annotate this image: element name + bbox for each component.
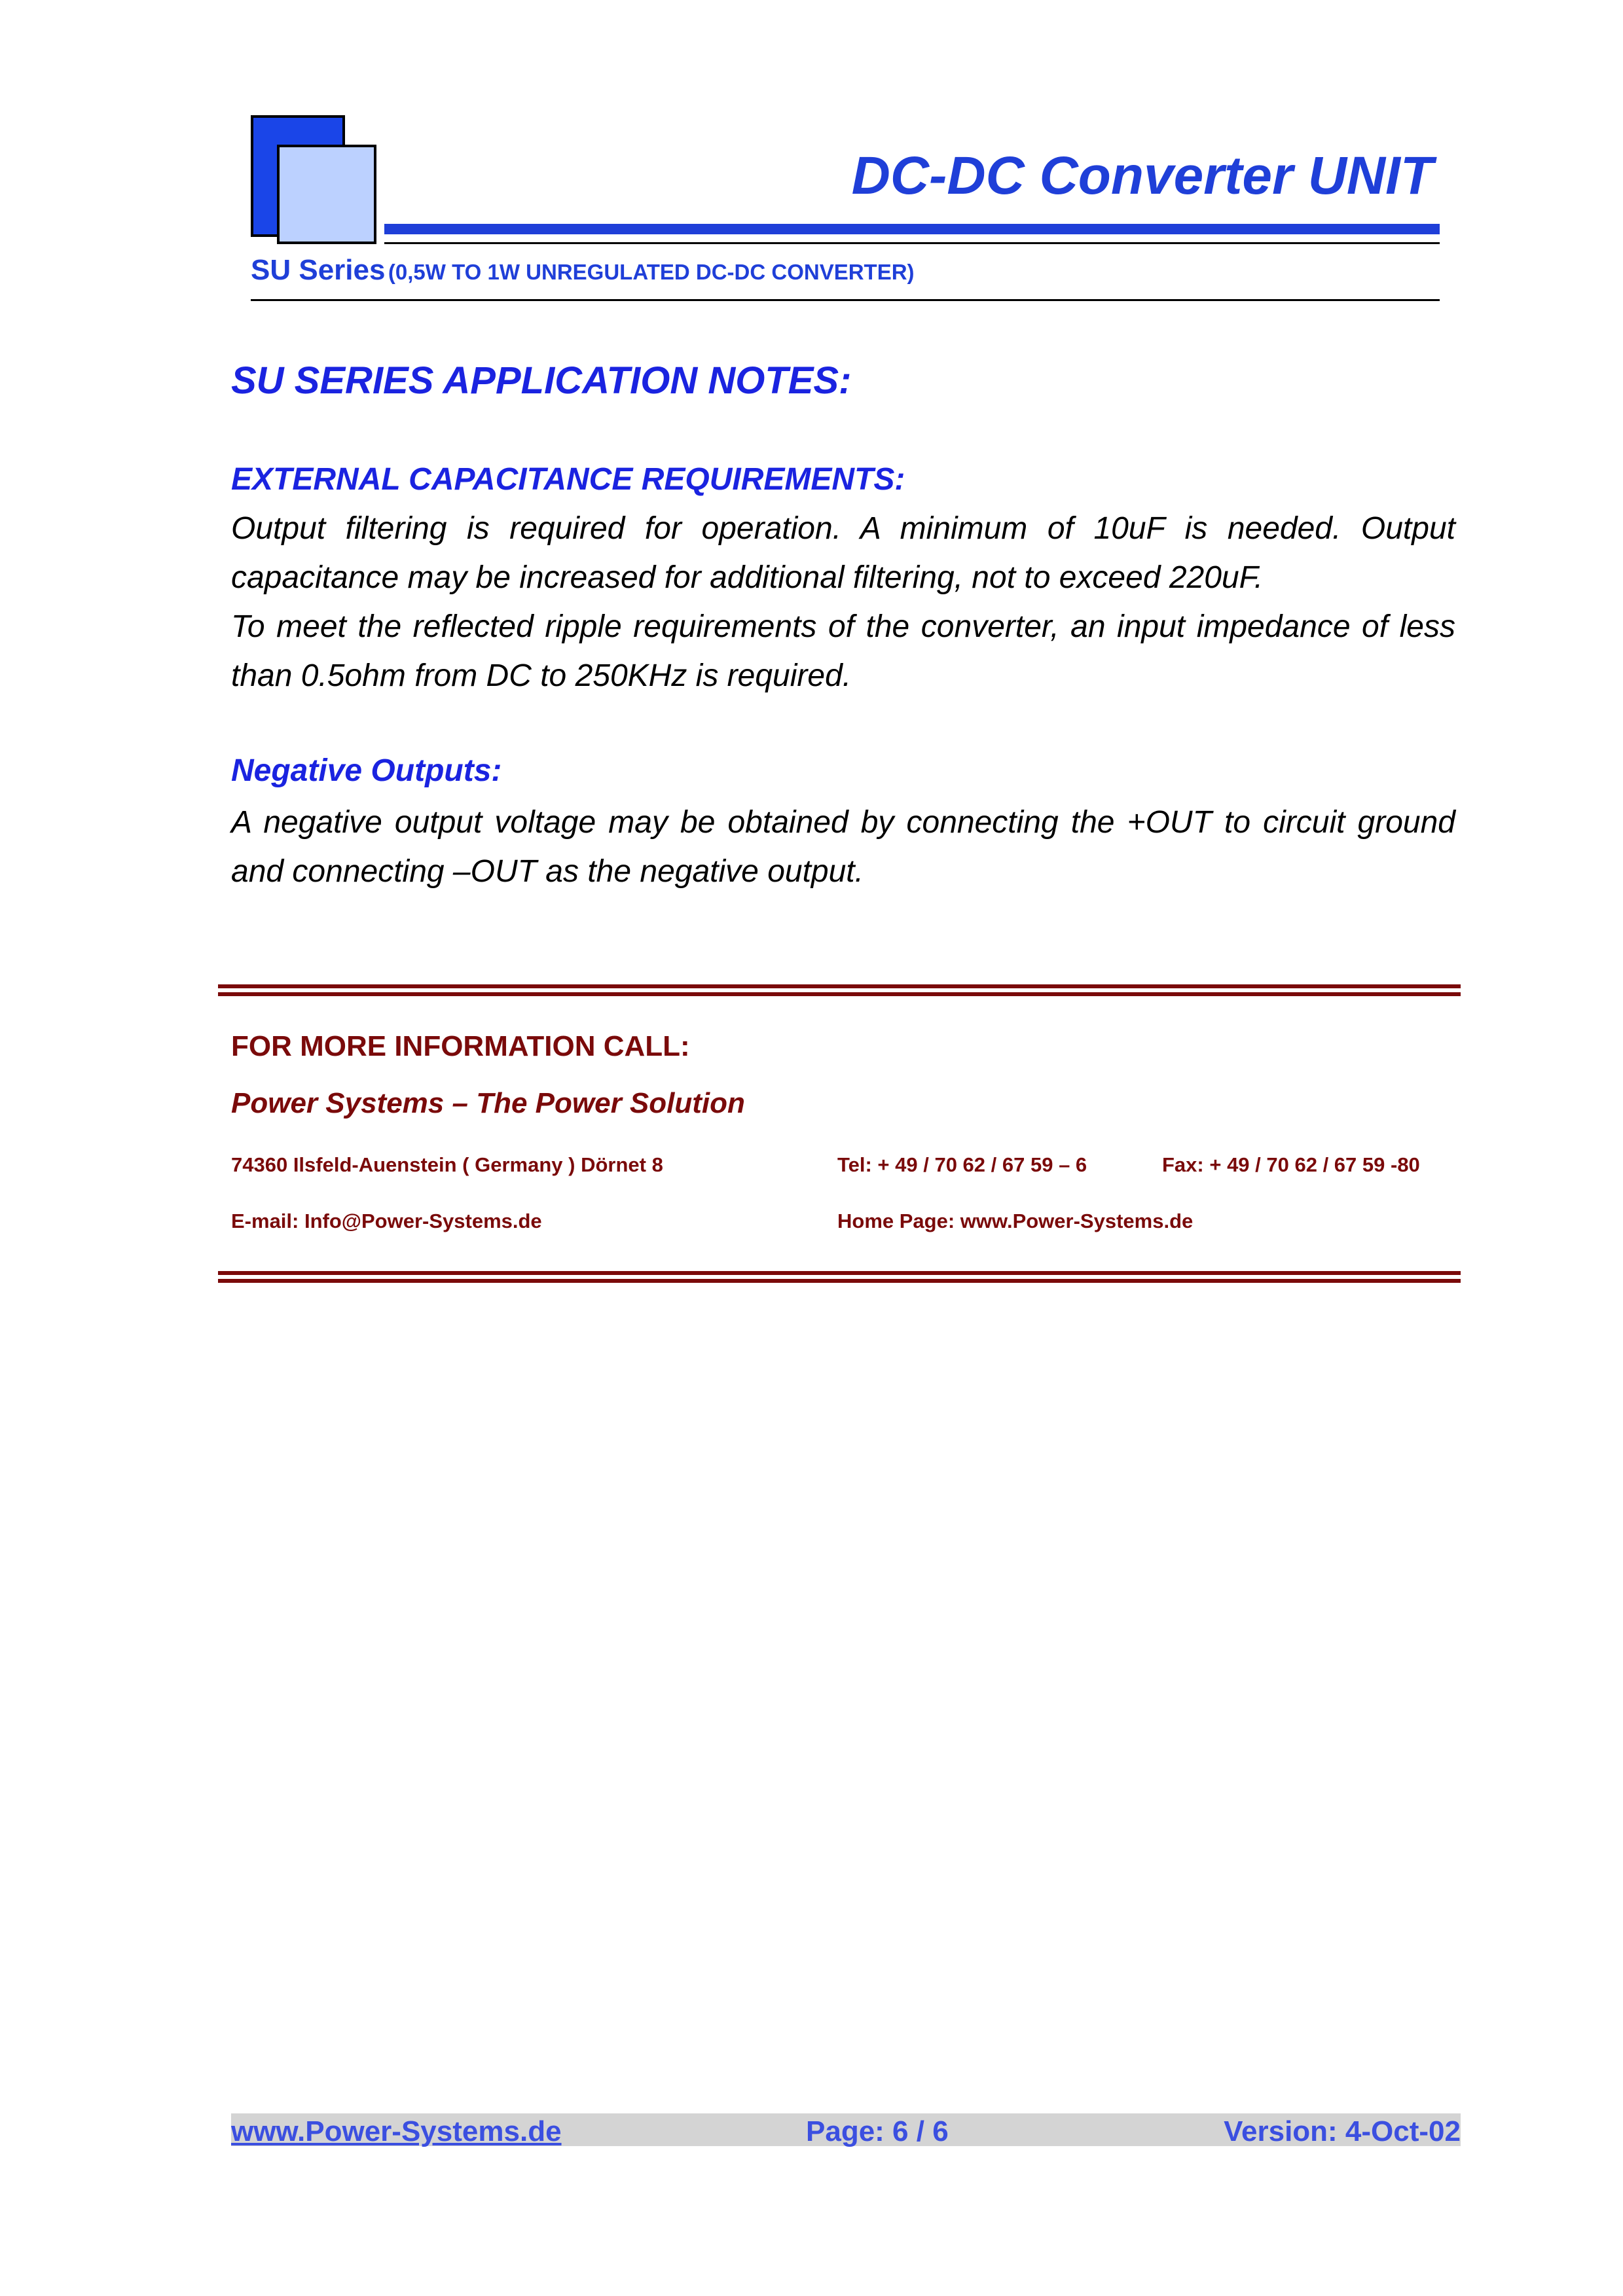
logo-front-square [277,145,376,244]
header-subtitle [251,254,915,287]
section-title-capacitance: EXTERNAL CAPACITANCE REQUIREMENTS: [231,462,905,497]
document-title: DC-DC Converter UNIT [851,146,1433,206]
header-blue-bar [384,224,1440,234]
section-title-negative-outputs: Negative Outputs: [231,753,502,788]
series-name: SU Series [251,254,386,286]
contact-fax: Fax: + 49 / 70 62 / 67 59 -80 [1162,1153,1420,1176]
contact-rule-top-2 [218,992,1461,996]
paragraph-negative-outputs: A negative output voltage may be obtained by connecting the +OUT to circuit ground and connecting –OUT as the negative output. [231,805,1455,889]
contact-rule-bottom-1 [218,1271,1461,1275]
contact-rule-top-1 [218,984,1461,988]
footer-version: Version: 4-Oct-02 [1224,2115,1461,2147]
contact-company: Power Systems – The Power Solution [231,1087,745,1119]
page-title: SU SERIES APPLICATION NOTES: [231,359,852,402]
contact-address: 74360 Ilsfeld-Auenstein ( Germany ) Dörnet 8 [231,1153,663,1176]
contact-rule-bottom-2 [218,1279,1461,1283]
contact-email[interactable]: E-mail: Info@Power-Systems.de [231,1210,542,1232]
contact-tel: Tel: + 49 / 70 62 / 67 59 – 6 [837,1153,1087,1176]
footer-website-link[interactable]: www.Power-Systems.de [231,2115,562,2147]
paragraph-output-filtering: Output filtering is required for operation. A minimum of 10uF is needed. Output capacitance may be increased for additional filtering, not to exceed 220uF. [231,511,1455,595]
header-rule-bottom [251,299,1440,301]
series-detail: (0,5W TO 1W UNREGULATED DC-DC CONVERTER) [388,260,915,284]
footer-page-number: Page: 6 / 6 [806,2115,949,2147]
contact-heading: FOR MORE INFORMATION CALL: [231,1030,690,1062]
paragraph-reflected-ripple: To meet the reflected ripple requirements of the converter, an input impedance of less than 0.5ohm from DC to 250KHz is required. [231,609,1455,693]
header-rule-top [384,242,1440,244]
contact-homepage[interactable]: Home Page: www.Power-Systems.de [837,1210,1194,1232]
